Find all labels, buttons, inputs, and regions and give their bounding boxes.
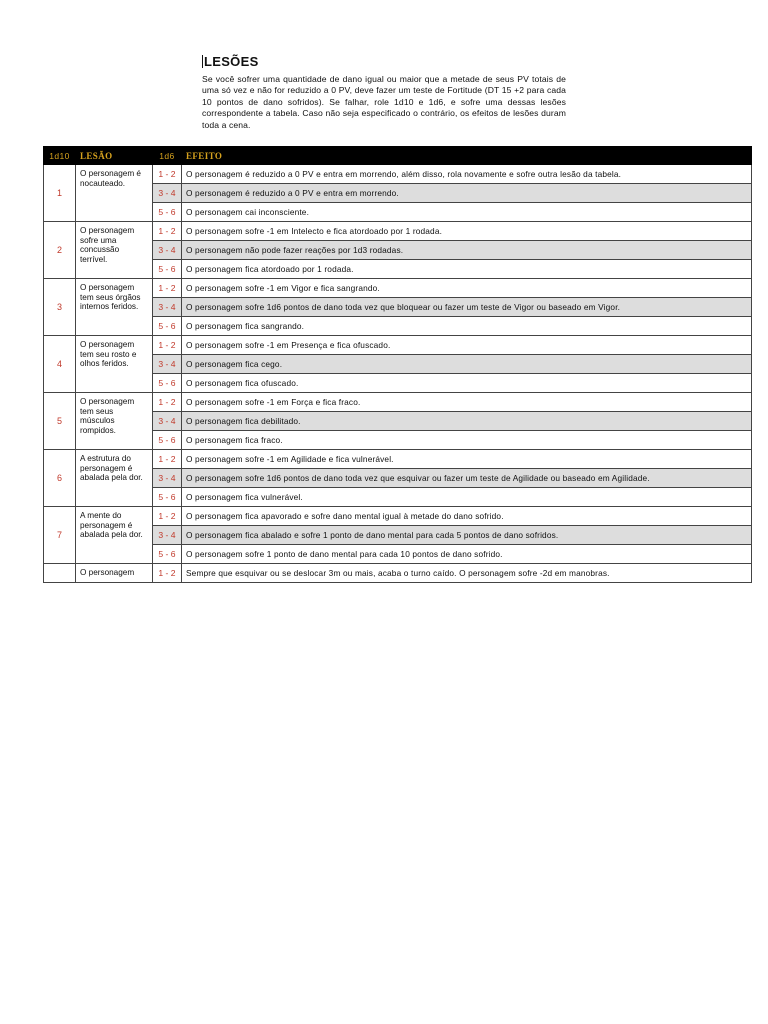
header-lesao: LESÃO [76,147,153,165]
injury-efeito: O personagem sofre 1 ponto de dano mental para cada 10 pontos de dano sofrido. [182,545,752,564]
injury-d6-range: 3 - 4 [153,241,182,260]
injury-d6-range: 3 - 4 [153,184,182,203]
table-row [44,336,752,355]
injury-efeito: O personagem fica apavorado e sofre dano mental igual à metade do dano sofrido. [182,507,752,526]
table-row [44,564,752,583]
injury-d6-range: 5 - 6 [153,260,182,279]
injury-efeito: O personagem fica atordoado por 1 rodada. [182,260,752,279]
injury-efeito: O personagem fica debilitado. [182,412,752,431]
injury-efeito: O personagem fica vulnerável. [182,488,752,507]
injury-d6-range: 5 - 6 [153,317,182,336]
injury-d6-range: 5 - 6 [153,431,182,450]
injury-d10-value: 6 [44,450,76,507]
section-title-text: LESÕES [204,54,259,69]
injury-lesao: O personagem sofre uma concussão terrível. [76,222,153,279]
injury-lesao: O personagem tem seus músculos rompidos. [76,393,153,450]
injury-d6-range: 1 - 2 [153,564,182,583]
table-row [44,393,752,412]
injury-d6-range: 1 - 2 [153,279,182,298]
table-row [44,279,752,298]
injury-d6-range: 3 - 4 [153,469,182,488]
injury-efeito: O personagem sofre -1 em Presença e fica ofuscado. [182,336,752,355]
injury-efeito: O personagem sofre 1d6 pontos de dano toda vez que esquivar ou fazer um teste de Agilidade ou baseado em Agilidade. [182,469,752,488]
injury-d6-range: 5 - 6 [153,488,182,507]
injury-d10-value: 7 [44,507,76,564]
injury-efeito: O personagem fica sangrando. [182,317,752,336]
injury-efeito: O personagem sofre -1 em Intelecto e fica atordoado por 1 rodada. [182,222,752,241]
injury-efeito: O personagem cai inconsciente. [182,203,752,222]
injury-efeito: O personagem sofre 1d6 pontos de dano toda vez que bloquear ou fazer um teste de Vigor ou baseado em Vigor. [182,298,752,317]
injury-d10-value: 3 [44,279,76,336]
injury-efeito: O personagem fica cego. [182,355,752,374]
injury-d6-range: 1 - 2 [153,507,182,526]
injury-efeito: O personagem não pode fazer reações por 1d3 rodadas. [182,241,752,260]
injury-efeito: O personagem sofre -1 em Vigor e fica sangrando. [182,279,752,298]
injury-d10-value: 4 [44,336,76,393]
injury-efeito: O personagem fica abalado e sofre 1 ponto de dano mental para cada 5 pontos de dano sofridos. [182,526,752,545]
injury-d6-range: 3 - 4 [153,355,182,374]
injury-d6-range: 5 - 6 [153,545,182,564]
header-efeito: EFEITO [182,147,752,165]
injury-d6-range: 3 - 4 [153,526,182,545]
injury-lesao: O personagem tem seu rosto e olhos feridos. [76,336,153,393]
injury-d6-range: 1 - 2 [153,222,182,241]
section-title [202,54,566,69]
injury-d6-range: 5 - 6 [153,203,182,222]
injury-lesao: O personagem [76,564,153,583]
injury-d6-range: 1 - 2 [153,165,182,184]
injury-efeito: O personagem é reduzido a 0 PV e entra em morrendo. [182,184,752,203]
injury-d6-range: 1 - 2 [153,336,182,355]
injury-lesao: A estrutura do personagem é abalada pela dor. [76,450,153,507]
injury-efeito: O personagem fica fraco. [182,431,752,450]
title-bar [202,55,203,68]
table-row [44,165,752,184]
table-row [44,507,752,526]
injury-efeito: O personagem fica ofuscado. [182,374,752,393]
injury-lesao: A mente do personagem é abalada pela dor. [76,507,153,564]
injury-lesao: O personagem é nocauteado. [76,165,153,222]
table-row [44,450,752,469]
injury-d10-value: 5 [44,393,76,450]
injury-lesao: O personagem tem seus órgãos internos feridos. [76,279,153,336]
injury-d10-value: 2 [44,222,76,279]
header-d10: 1d10 [44,147,76,165]
header-d6: 1d6 [153,147,182,165]
table-header-row [44,147,752,165]
injury-d10-value [44,564,76,583]
injuries-table [43,146,752,583]
injury-efeito: O personagem sofre -1 em Força e fica fraco. [182,393,752,412]
section-header [202,54,566,131]
injury-efeito: Sempre que esquivar ou se deslocar 3m ou mais, acaba o turno caído. O personagem sofre -2d em manobras. [182,564,752,583]
injury-d6-range: 3 - 4 [153,412,182,431]
injury-efeito: O personagem é reduzido a 0 PV e entra em morrendo, além disso, rola novamente e sofre outra lesão da tabela. [182,165,752,184]
injury-d10-value: 1 [44,165,76,222]
injury-d6-range: 1 - 2 [153,450,182,469]
intro-paragraph: Se você sofrer uma quantidade de dano igual ou maior que a metade de seus PV totais de uma só vez e não for reduzido a 0 PV, deve fazer um teste de Fortitude (DT 15 +2 para cada 10 pontos de dano sofridos). Se falhar, role 1d10 e 1d6, e sofre uma dessas lesões correspondente a tabela. Caso não seja especificado o contrário, os efeitos de lesões duram toda a cena. [202,74,566,130]
injury-d6-range: 5 - 6 [153,374,182,393]
injury-d6-range: 3 - 4 [153,298,182,317]
table-body [44,165,752,583]
injury-efeito: O personagem sofre -1 em Agilidade e fica vulnerável. [182,450,752,469]
injury-d6-range: 1 - 2 [153,393,182,412]
table-row [44,222,752,241]
